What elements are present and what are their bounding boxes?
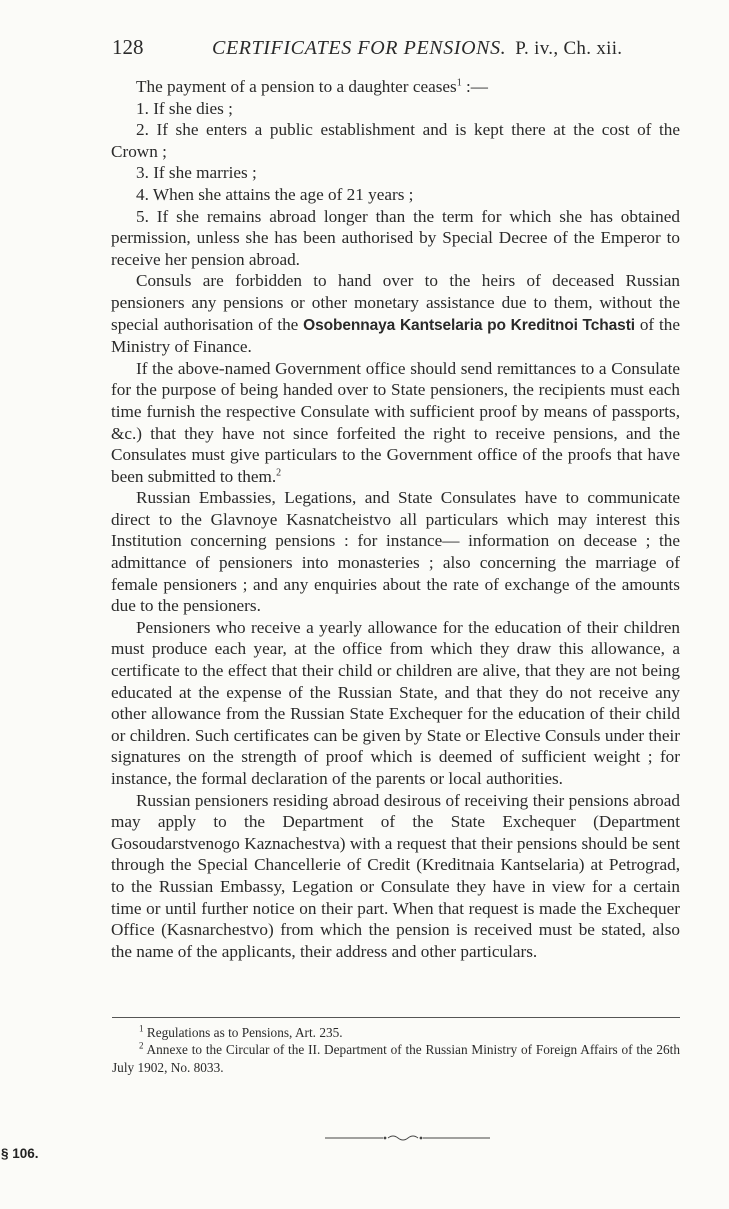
list-item: 3. If she marries ;: [136, 163, 257, 183]
embassies-paragraph: Russian Embassies, Legations, and State Consulates have to communicate direct to the Glavnoye Kasnatcheistvo all particulars which may interest this Institution concerning pensions : for instance— information on decease ; the admittance of pensioners into monasteries ; also concerning the marriage of female pensioners ; and any enquiries about the rate of exchange of the amounts due to the pensioners.: [111, 488, 680, 616]
footnote-ref: 2: [276, 466, 282, 478]
footnote: $^1$ Regulations as to Pensions, Art. 235.: [139, 1023, 343, 1040]
abroad-paragraph: Russian pensioners residing abroad desirous of receiving their pensions abroad may apply to the Department of the State Exchequer (Department Gosoudarstvenogo Kaznachestva) with a request that their pensions should be sent through the Special Chancellerie of Credit (Kreditnaia Kantselaria) at Petrograd, to the Russian Embassy, Legation or Consulate they have in view for a certain time or until further notice on their part. When that request is made the Exchequer Office (Kasnarchestvo) from which the pension is received must be stated, also the name of the applicants, their address and other particulars.: [111, 790, 680, 961]
running-title: CERTIFICATES FOR PENSIONS.: [212, 37, 507, 59]
section-end-ornament-icon: [325, 1131, 490, 1150]
remittances-paragraph: If the above-named Government office should send remittances to a Consulate for the purpose of being handed over to State pensioners, the recipients must each time furnish the respective Consulate with sufficient proof by means of passports, &c.) that they have not since forfeited the right to receive pensions, and the Consulates must give particulars to the Government office of the proofs that have been submitted to them.$^2$: [111, 358, 680, 486]
footnotes: [112, 1024, 680, 1076]
section-number: § 106.: [1, 1146, 39, 1161]
footnote-ref: 1: [456, 77, 462, 89]
page-number: 128: [112, 35, 144, 59]
running-header: [112, 35, 680, 60]
list-item: 5. If she remains abroad longer than the term for which she has obtained permission, unless she has been authorised by Special Decree of the Emperor to receive her pension abroad.: [111, 206, 680, 269]
footnote-mark: 1: [139, 1023, 144, 1034]
consuls-paragraph: Consuls are forbidden to hand over to the heirs of deceased Russian pensioners any pensions or other monetary assistance due to them, without the special authorisation of the Osobennaya Kantselaria po Kreditnoi Tchasti of the Ministry of Finance.: [111, 271, 680, 357]
body-text: [111, 76, 680, 962]
list-item: 4. When she attains the age of 21 years ;: [136, 184, 414, 204]
footnote: $^2$ Annexe to the Circular of the II. Department of the Russian Ministry of Foreign Affairs of the 26th July 1902, No. 8033.: [112, 1040, 680, 1075]
education-paragraph: Pensioners who receive a yearly allowance for the education of their children must produce each year, at the office from which they draw this allowance, a certificate to the effect that their child or children are alive, that they are not being educated at the expense of the Russian State, and that they do not receive any other allowance from the Russian State Exchequer for the education of their child or children. Such certificates can be given by State or Elective Consuls under their signatures on the strength of proof which is deemed of sufficient weight ; for instance, the formal declaration of the parents or local authorities.: [111, 617, 680, 788]
footnote-divider: [112, 1017, 680, 1018]
intro-paragraph: The payment of a pension to a daughter ceases$^1$ :—: [136, 77, 488, 96]
list-item: 1. If she dies ;: [136, 98, 233, 118]
footnote-mark: 2: [139, 1040, 144, 1051]
list-item: 2. If she enters a public establishment and is kept there at the cost of the Crown ;: [111, 120, 680, 161]
section-reference: P. iv., Ch. xii.: [515, 38, 623, 59]
office-name: Osobennaya Kantselaria po Kreditnoi Tchasti: [303, 316, 635, 334]
